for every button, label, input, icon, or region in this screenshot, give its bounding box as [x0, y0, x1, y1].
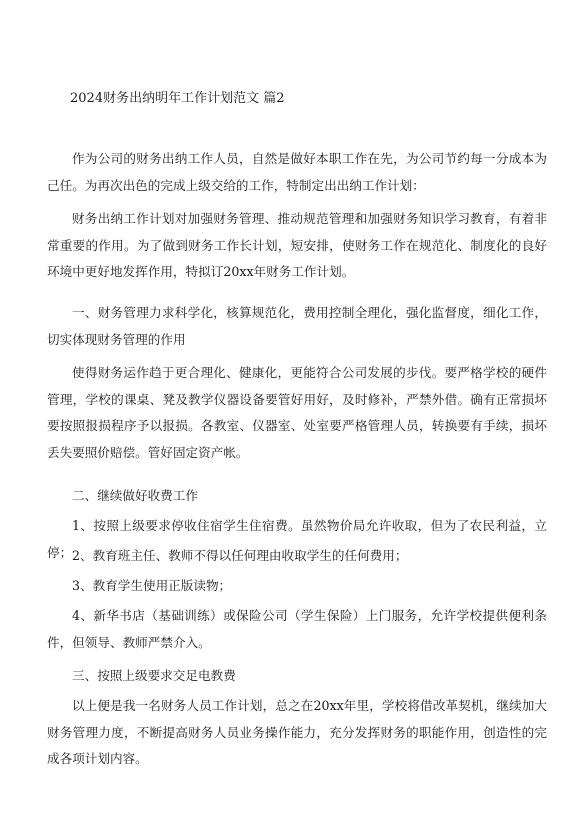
list-item-4: 4、新华书店（基础训练）或保险公司（学生保险）上门服务，允许学校提供便利条件，但领导、教师严禁介入。	[47, 608, 547, 650]
document-title: 2024财务出纳明年工作计划范文 篇2	[70, 91, 285, 106]
list-item-3: 3、教育学生使用正版读物；	[72, 578, 232, 593]
section-heading-2: 二、继续做好收费工作	[72, 488, 198, 503]
list-item-1: 1、按照上级要求停收住宿学生住宿费。虽然物价局允许收取，但为了农民利益，立停；	[47, 518, 547, 560]
paragraph-section-1: 使得财务运作趋于更合理化、健康化，更能符合公司发展的步伐。要严格学校的硬件管理，学校的课桌、凳及教学仪器设备要管好用好，及时修补，严禁外借。确有正常损坏要按照报损程序予以报损。各教室、仪器室、处室要严格管理人员，转换要有手续，损坏丢失要照价赔偿。管好固定资产帐。	[47, 365, 547, 460]
section-heading-3: 三、按照上级要求交足电教费	[72, 668, 236, 683]
list-item-2: 2、教育班主任、教师不得以任何理由收取学生的任何费用；	[72, 548, 408, 563]
paragraph-conclusion: 以上便是我一名财务人员工作计划，总之在20xx年里，学校将借改革契机，继续加大财务管理力度，不断提高财务人员业务操作能力，充分发挥财务的职能作用，创造性的完成各项计划内容。	[47, 698, 547, 766]
paragraph-purpose: 财务出纳工作计划对加强财务管理、推动规范管理和加强财务知识学习教育，有着非常重要的作用。为了做到财务工作长计划，短安排，使财务工作在规范化、制度化的良好环境中更好地发挥作用，特拟订20xx年财务工作计划。	[47, 211, 547, 279]
section-heading-1: 一、财务管理力求科学化，核算规范化，费用控制全理化，强化监督度，细化工作，切实体现财务管理的作用	[47, 305, 547, 347]
paragraph-intro: 作为公司的财务出纳工作人员，自然是做好本职工作在先，为公司节约每一分成本为己任。为再次出色的完成上级交给的工作，特制定出出纳工作计划：	[47, 151, 547, 193]
